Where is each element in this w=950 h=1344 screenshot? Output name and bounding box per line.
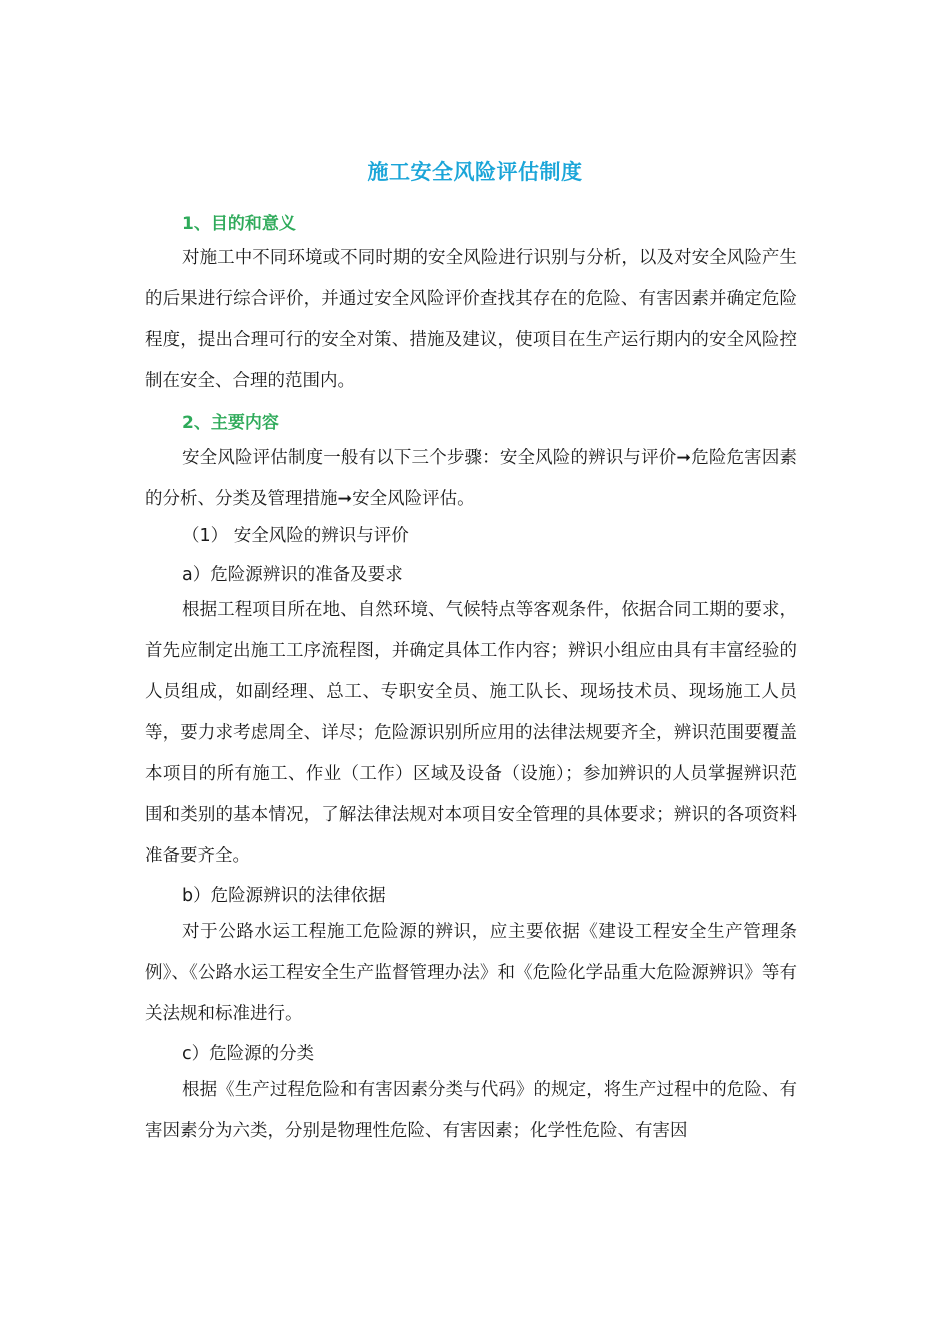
section-heading-purpose: 1、目的和意义 xyxy=(182,214,296,234)
paragraph-c: 根据《生产过程危险和有害因素分类与代码》的规定，将生产过程中的危险、有害因素分为六类，分别是物理性危险、有害因素；化学性危险、有害因 xyxy=(145,1080,797,1141)
subheading-a: a）危险源辨识的准备及要求 xyxy=(182,565,403,585)
paragraph-b: 对于公路水运工程施工危险源的辨识，应主要依据《建设工程安全生产管理条例》、《公路水运工程安全生产监督管理办法》和《危险化学品重大危险源辨识》等有关法规和标准进行。 xyxy=(145,922,797,1024)
paragraph-a: 根据工程项目所在地、自然环境、气候特点等客观条件，依据合同工期的要求，首先应制定出施工工序流程图，并确定具体工作内容；辨识小组应由具有丰富经验的人员组成，如副经理、总工、专职安全员、施工队长、现场技术员、现场施工人员等，要力求考虑周全、详尽；危险源识别所应用的法律法规要齐全，辨识范围要覆盖本项目的所有施工、作业（工作）区域及设备（设施）；参加辨识的人员掌握辨识范围和类别的基本情况，了解法律法规对本项目安全管理的具体要求；辨识的各项资料准备要齐全。 xyxy=(145,600,797,866)
document-title: 施工安全风险评估制度 xyxy=(367,160,583,184)
subheading-c: c）危险源的分类 xyxy=(182,1044,315,1064)
paragraph-purpose: 对施工中不同环境或不同时期的安全风险进行识别与分析，以及对安全风险产生的后果进行综合评价，并通过安全风险评价查找其存在的危险、有害因素并确定危险程度，提出合理可行的安全对策、措施及建议，使项目在生产运行期内的安全风险控制在安全、合理的范围内。 xyxy=(145,248,797,391)
subheading-identification: （1） 安全风险的辨识与评价 xyxy=(182,526,409,546)
paragraph-steps: 安全风险评估制度一般有以下三个步骤：安全风险的辨识与评价➞危险危害因素的分析、分类及管理措施➞安全风险评估。 xyxy=(145,448,797,509)
subheading-b: b）危险源辨识的法律依据 xyxy=(182,886,386,906)
section-heading-content: 2、主要内容 xyxy=(182,413,279,433)
